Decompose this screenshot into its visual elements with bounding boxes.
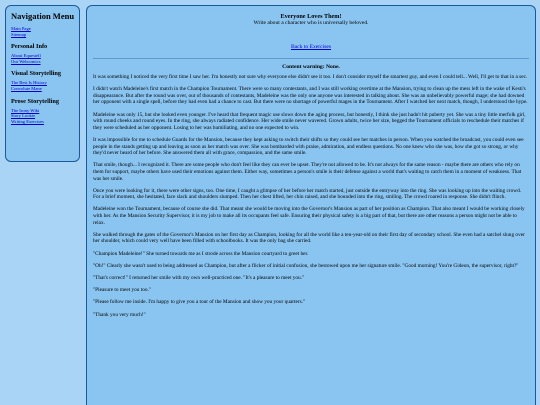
story-paragraph: "Oh!" Clearly she wasn't used to being addressed as Champion, but after a flicker of initial confusion, she bestowed upon me her signature smile. "Good morning! You're Gideon, the supervisor, right?" bbox=[93, 262, 519, 269]
story-paragraph: "That's correct!" I returned her smile with my own well-practiced one. "It's a pleasure to meet you." bbox=[93, 275, 305, 281]
divider bbox=[93, 58, 529, 59]
story-paragraph: It was something I noticed the very first time I saw her. I'm honestly not sure why everyone else didn't see it too. I don't consider myself the smartest guy, and even I could tell... Well, I'll get to that in a sec. bbox=[93, 74, 528, 80]
story-paragraph: It was impossible for me to schedule Guards for the Mansion, because they kept asking to switch their shifts so they could see her matches in person. When you watched the broadcast, you could even see people in the stands getting up and leaving as soon as her match was over. She was bombarded with praise, admiration, and endless questions. No one knew who she was, how she got so strong, or why they'd never heard of her before. She answered them all with grace, compassion, and the same smile. bbox=[93, 136, 524, 157]
story-paragraph: "Please follow me inside. I'm happy to give you a tour of the Mansion and show you your quarters." bbox=[93, 299, 306, 306]
nav-link-story-lookie[interactable]: Story Lookie bbox=[11, 113, 36, 119]
page-title: Everyone Loves Them! bbox=[280, 13, 342, 20]
content-warning: Content warning: None. bbox=[282, 64, 340, 70]
back-to-exercises-link[interactable]: Back to Exercises bbox=[290, 44, 332, 50]
nav-heading-personal-info: Personal Info bbox=[11, 43, 48, 51]
nav-link-sitemap[interactable]: Sitemap bbox=[11, 31, 27, 37]
story-paragraph: She walked through the gates of the Governor's Mansion on her first day as Champion, looking for all the world like a ten-year-old on their first day of secondary school. She even had a satchel slung over her shoulder, which could very well have been filled with schoolbooks. It was the only bag she carried. bbox=[93, 231, 525, 245]
nav-heading-visual-storytelling: Visual Storytelling bbox=[11, 70, 61, 78]
story-paragraph: Once you were looking for it, there were other signs, too. One time, I caught a glimpse of her before her match started, just outside the entryway into the ring. She was looking up into the waiting crowd. For a brief moment, she hesitated, face slack and shoulders slumped. Then her chest lifted, her chin raised, and she bounded into the ring, smiling. The crowd roared in response. She didn't flinch. bbox=[93, 187, 522, 201]
story-paragraph: Madeleine was only 15, but she looked even younger. I've heard that frequent magic use slows down the aging process, but honestly, I think she just hadn't hit puberty yet. She was a tiny little merfolk girl, with round cheeks and round eyes. In the ring, she always radiated confidence. Her wide smile never wavered. Grown adults, twice her size, begged the Tournament officials to reschedule their matches if they were scheduled as her opponent. Losing to her was humiliating, and no one expected to win. bbox=[93, 111, 526, 131]
nav-link-main-page[interactable]: Main Page bbox=[11, 26, 31, 31]
story-paragraph: That smile, though... I recognized it. There are some people who don't feel like they can ever be upset. They're not allowed to be. It's not always for the same reason - maybe there are others who rely on them for support, maybe others have used their emotions against them. Either way, sometimes a person's smile is their defense against a world that's waiting to catch them in a moment of weakness. That was her smile. bbox=[93, 162, 522, 182]
main-content bbox=[86, 5, 536, 405]
page-subtitle: Write about a character who is universally beloved. bbox=[253, 20, 369, 26]
story-paragraph: "Thank you very much!" bbox=[93, 311, 146, 318]
nav-heading-prose-storytelling: Prose Storytelling bbox=[11, 97, 59, 105]
navigation-menu bbox=[5, 5, 80, 162]
story-paragraph: "Champion Madeleine!" She turned towards me as I strode across the Mansion courtyard to greet her. bbox=[93, 250, 309, 257]
story-paragraph: "Pleasure to meet you too." bbox=[93, 287, 152, 294]
nav-link-irony-wiki[interactable]: The Irony Wiki bbox=[11, 107, 40, 113]
nav-title: Navigation Menu bbox=[11, 11, 75, 21]
nav-link-convolute-mane[interactable]: Convolute Mane bbox=[11, 85, 42, 91]
nav-link-about[interactable]: About Equestell bbox=[11, 53, 41, 59]
nav-link-writing-exercises[interactable]: Writing Exercises bbox=[11, 118, 44, 124]
story-paragraph: Madeleine won the Tournament, because of course she did. That meant she would be moving into the Governor's Mansion as part of her position as Champion. That also meant I would be working closely with her. As the Mansion Security Supervisor, it is my job to make all its occupants feel safe. Ensuring their physical safety is a big part of that, but there are other reasons a person might not be able to relax. bbox=[93, 206, 525, 226]
nav-link-rest-is-history[interactable]: The Rest Is History bbox=[11, 80, 47, 86]
story-paragraph: I didn't watch Madeleine's first match in the Champion Tournament. There were so many contestants, and I was still working overtime at the Mansion, trying to clean up the mess left in the wake of Kesti's disappearance. But after the round was over, out of thousands of contestants, Madeleine was the only one anyone was interested in talking about. She was an unbelievably powerful mage; she had downed her opponent with a single spell, before they had even had a chance to cast. But there were no shortage of powerful mages in the Tournament. After I watched her next match, though, I understood the hype. bbox=[93, 86, 528, 106]
nav-link-webcomics[interactable]: Our Webcomics bbox=[11, 58, 41, 64]
